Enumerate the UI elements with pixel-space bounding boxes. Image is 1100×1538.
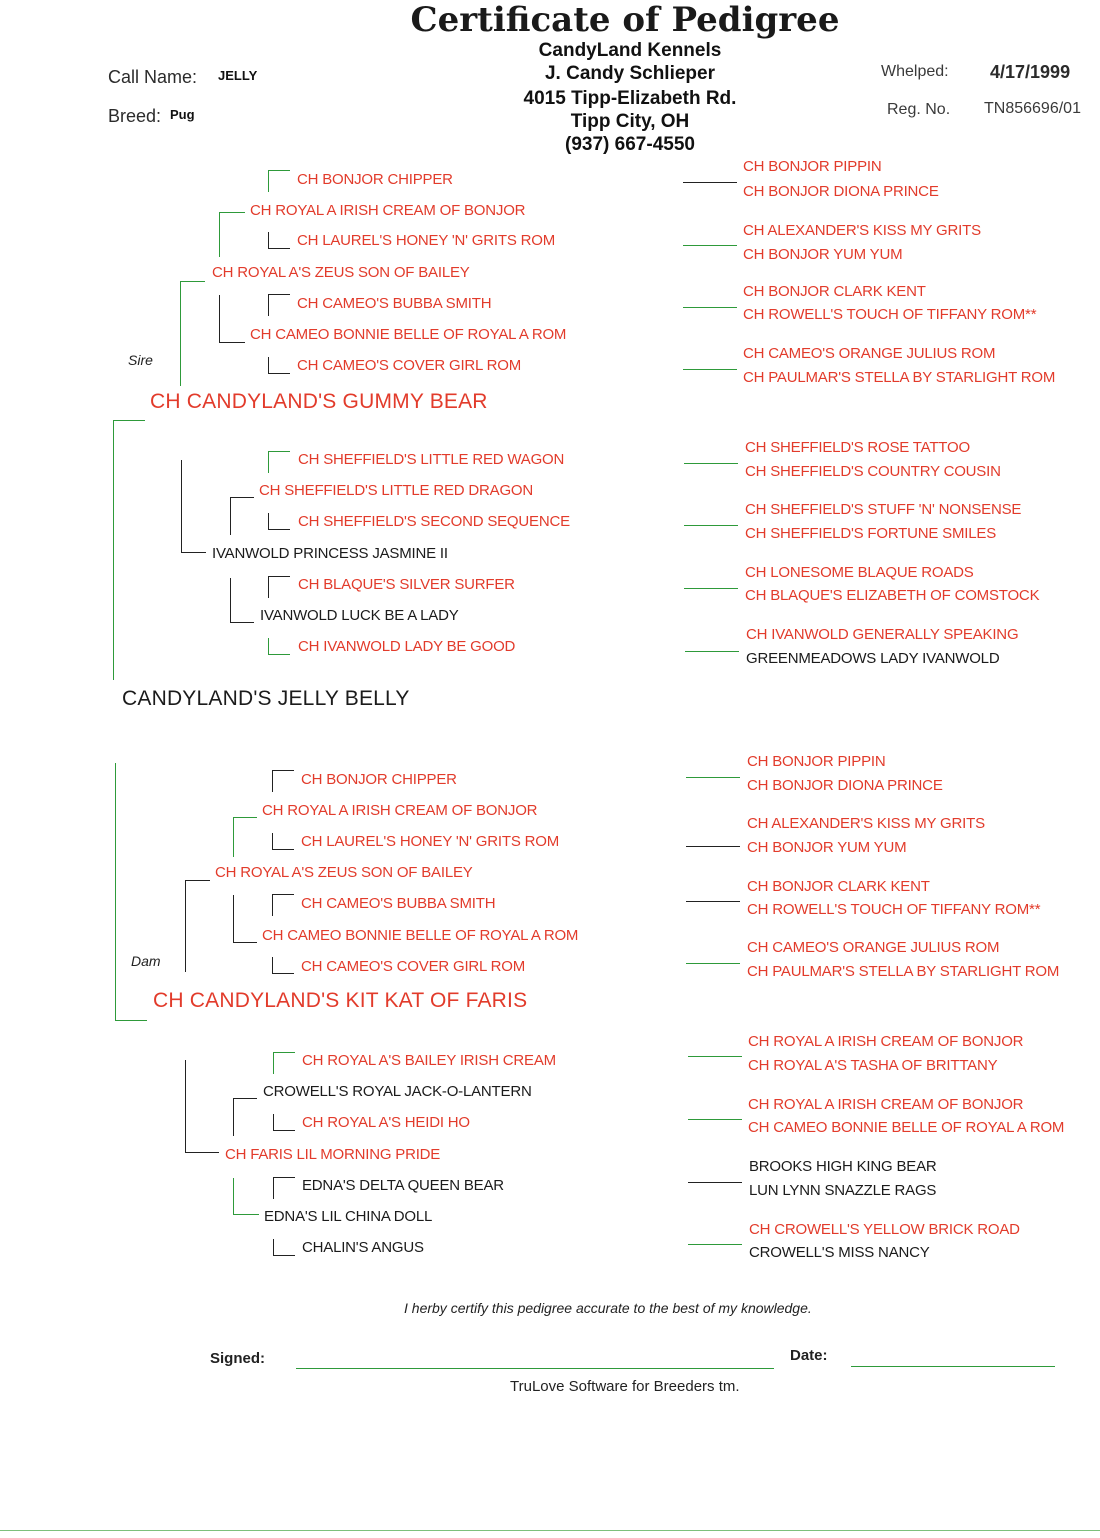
sire-label: Sire bbox=[128, 352, 153, 368]
dam-gen5-13: BROOKS HIGH KING BEAR bbox=[749, 1158, 937, 1175]
sire-gen5-14: CH BLAQUE'S ELIZABETH OF COMSTOCK bbox=[745, 587, 1040, 604]
sire-gen4-5: CH SHEFFIELD'S LITTLE RED WAGON bbox=[298, 451, 565, 468]
street-address: 4015 Tipp-Elizabeth Rd. bbox=[523, 88, 737, 109]
connector bbox=[219, 342, 245, 343]
sire-gen3-2: CH CAMEO BONNIE BELLE OF ROYAL A ROM bbox=[250, 326, 567, 343]
breed-label: Breed: bbox=[108, 106, 162, 126]
dam-gen5-15: CH CROWELL'S YELLOW BRICK ROAD bbox=[749, 1221, 1020, 1238]
breed-value: Pug bbox=[170, 107, 195, 122]
connector bbox=[113, 420, 114, 680]
dam-gen5-9: CH ROYAL A IRISH CREAM OF BONJOR bbox=[748, 1033, 1024, 1050]
dam-gen4-6: CH ROYAL A'S HEIDI HO bbox=[302, 1114, 470, 1131]
sire-gen3-1: CH ROYAL A IRISH CREAM OF BONJOR bbox=[250, 202, 526, 219]
sire-gen5-6: CH ROWELL'S TOUCH OF TIFFANY ROM** bbox=[743, 306, 1037, 323]
connector bbox=[683, 245, 737, 246]
connector bbox=[268, 576, 269, 598]
sire-name: CH CANDYLAND'S GUMMY BEAR bbox=[150, 390, 488, 413]
connector bbox=[688, 1056, 742, 1057]
reg-number: TN856696/01 bbox=[984, 100, 1081, 117]
dam-gen5-11: CH ROYAL A IRISH CREAM OF BONJOR bbox=[748, 1096, 1024, 1113]
connector bbox=[268, 357, 269, 373]
connector bbox=[219, 212, 220, 257]
connector bbox=[272, 849, 294, 850]
kennel-name: CandyLand Kennels bbox=[538, 40, 722, 61]
connector bbox=[268, 294, 269, 316]
connector bbox=[233, 1098, 234, 1136]
dam-gen4-1: CH BONJOR CHIPPER bbox=[301, 771, 457, 788]
connector bbox=[272, 894, 294, 895]
sire-gen4-4: CH CAMEO'S COVER GIRL ROM bbox=[297, 357, 521, 374]
connector bbox=[273, 1052, 295, 1053]
connector bbox=[233, 1214, 259, 1215]
certificate-title: Certificate of Pedigree bbox=[410, 0, 840, 40]
dam-gen4-2: CH LAUREL'S HONEY 'N' GRITS ROM bbox=[301, 833, 559, 850]
dam-gen5-16: CROWELL'S MISS NANCY bbox=[749, 1244, 930, 1261]
sire-gen5-13: CH LONESOME BLAQUE ROADS bbox=[745, 564, 974, 581]
sire-gen4-3: CH CAMEO'S BUBBA SMITH bbox=[297, 295, 492, 312]
sire-gen4-8: CH IVANWOLD LADY BE GOOD bbox=[298, 638, 516, 655]
dam-label: Dam bbox=[131, 953, 161, 969]
dog-registered-name: CANDYLAND'S JELLY BELLY bbox=[122, 687, 410, 710]
sire-gen5-9: CH SHEFFIELD'S ROSE TATTOO bbox=[745, 439, 970, 456]
connector bbox=[268, 576, 290, 577]
sire-gen4-6: CH SHEFFIELD'S SECOND SEQUENCE bbox=[298, 513, 570, 530]
connector bbox=[272, 957, 273, 973]
connector bbox=[181, 460, 182, 552]
whelped-date: 4/17/1999 bbox=[990, 62, 1071, 82]
date-line[interactable] bbox=[851, 1366, 1055, 1367]
connector bbox=[268, 529, 290, 530]
connector bbox=[268, 373, 290, 374]
phone-number: (937) 667-4550 bbox=[565, 134, 695, 155]
dam-gen5-1: CH BONJOR PIPPIN bbox=[747, 753, 886, 770]
sire-gen5-2: CH BONJOR DIONA PRINCE bbox=[743, 183, 939, 200]
connector bbox=[233, 817, 234, 857]
connector bbox=[683, 182, 737, 183]
sire-gen5-15: CH IVANWOLD GENERALLY SPEAKING bbox=[746, 626, 1019, 643]
sire-gen5-11: CH SHEFFIELD'S STUFF 'N' NONSENSE bbox=[745, 501, 1022, 518]
connector bbox=[683, 369, 737, 370]
dam-gen5-12: CH CAMEO BONNIE BELLE OF ROYAL A ROM bbox=[748, 1119, 1065, 1136]
sire-gen2-1: CH ROYAL A'S ZEUS SON OF BAILEY bbox=[212, 264, 470, 281]
connector bbox=[268, 170, 290, 171]
certification-statement: I herby certify this pedigree accurate to the best of my knowledge. bbox=[404, 1300, 812, 1316]
connector bbox=[273, 1114, 274, 1130]
connector bbox=[233, 942, 257, 943]
dam-gen5-8: CH PAULMAR'S STELLA BY STARLIGHT ROM bbox=[747, 963, 1060, 980]
city-state: Tipp City, OH bbox=[570, 111, 690, 132]
date-label: Date: bbox=[790, 1347, 828, 1364]
sire-gen5-16: GREENMEADOWS LADY IVANWOLD bbox=[746, 650, 1000, 667]
connector bbox=[230, 497, 254, 498]
connector bbox=[273, 1239, 274, 1255]
dam-gen4-4: CH CAMEO'S COVER GIRL ROM bbox=[301, 958, 525, 975]
connector bbox=[230, 578, 231, 622]
connector bbox=[273, 1255, 295, 1256]
dam-gen5-5: CH BONJOR CLARK KENT bbox=[747, 878, 930, 895]
connector bbox=[268, 170, 269, 192]
dam-gen2-2: CH FARIS LIL MORNING PRIDE bbox=[225, 1146, 441, 1163]
call-name-value: JELLY bbox=[218, 68, 258, 83]
sire-gen4-2: CH LAUREL'S HONEY 'N' GRITS ROM bbox=[297, 232, 555, 249]
page-edge bbox=[0, 1530, 1100, 1531]
connector bbox=[185, 880, 186, 972]
sire-gen2-2: IVANWOLD PRINCESS JASMINE II bbox=[212, 545, 448, 562]
dam-gen5-6: CH ROWELL'S TOUCH OF TIFFANY ROM** bbox=[747, 901, 1041, 918]
connector bbox=[272, 770, 273, 792]
connector bbox=[268, 232, 269, 248]
connector bbox=[230, 622, 254, 623]
sire-gen4-7: CH BLAQUE'S SILVER SURFER bbox=[298, 576, 515, 593]
connector bbox=[180, 281, 181, 386]
connector bbox=[115, 1020, 147, 1021]
dam-gen3-1: CH ROYAL A IRISH CREAM OF BONJOR bbox=[262, 802, 538, 819]
connector bbox=[686, 777, 740, 778]
dam-gen5-3: CH ALEXANDER'S KISS MY GRITS bbox=[747, 815, 985, 832]
connector bbox=[115, 763, 116, 1021]
dam-gen4-5: CH ROYAL A'S BAILEY IRISH CREAM bbox=[302, 1052, 556, 1069]
signature-line[interactable] bbox=[296, 1368, 774, 1369]
sire-gen5-8: CH PAULMAR'S STELLA BY STARLIGHT ROM bbox=[743, 369, 1056, 386]
connector bbox=[219, 212, 245, 213]
sire-gen5-3: CH ALEXANDER'S KISS MY GRITS bbox=[743, 222, 981, 239]
connector bbox=[272, 973, 294, 974]
connector bbox=[272, 894, 273, 916]
connector bbox=[686, 963, 740, 964]
connector bbox=[268, 638, 269, 654]
dam-gen4-8: CHALIN'S ANGUS bbox=[302, 1239, 424, 1256]
connector bbox=[683, 307, 737, 308]
whelped-label: Whelped: bbox=[881, 63, 949, 80]
signed-label: Signed: bbox=[210, 1350, 265, 1367]
connector bbox=[233, 817, 257, 818]
reg-label: Reg. No. bbox=[887, 101, 951, 118]
dam-gen5-2: CH BONJOR DIONA PRINCE bbox=[747, 777, 943, 794]
dam-gen4-3: CH CAMEO'S BUBBA SMITH bbox=[301, 895, 496, 912]
connector bbox=[185, 1152, 219, 1153]
dam-gen3-3: CROWELL'S ROYAL JACK-O-LANTERN bbox=[263, 1083, 532, 1100]
call-name-label: Call Name: bbox=[108, 67, 198, 87]
connector bbox=[273, 1177, 295, 1178]
connector bbox=[273, 1130, 295, 1131]
connector bbox=[273, 1052, 274, 1074]
connector bbox=[180, 281, 205, 282]
connector bbox=[181, 552, 206, 553]
connector bbox=[230, 497, 231, 535]
sire-gen5-10: CH SHEFFIELD'S COUNTRY COUSIN bbox=[745, 463, 1001, 480]
sire-gen5-4: CH BONJOR YUM YUM bbox=[743, 246, 903, 263]
connector bbox=[233, 1098, 257, 1099]
connector bbox=[684, 588, 738, 589]
connector bbox=[268, 451, 290, 452]
sire-gen3-3: CH SHEFFIELD'S LITTLE RED DRAGON bbox=[259, 482, 534, 499]
connector bbox=[268, 294, 290, 295]
dam-name: CH CANDYLAND'S KIT KAT OF FARIS bbox=[153, 989, 528, 1012]
dam-gen2-1: CH ROYAL A'S ZEUS SON OF BAILEY bbox=[215, 864, 473, 881]
dam-gen3-2: CH CAMEO BONNIE BELLE OF ROYAL A ROM bbox=[262, 927, 579, 944]
connector bbox=[268, 654, 290, 655]
connector bbox=[185, 1060, 186, 1152]
connector bbox=[688, 1244, 742, 1245]
dam-gen4-7: EDNA'S DELTA QUEEN BEAR bbox=[302, 1177, 504, 1194]
connector bbox=[219, 295, 220, 342]
connector bbox=[688, 1182, 742, 1183]
sire-gen4-1: CH BONJOR CHIPPER bbox=[297, 171, 453, 188]
connector bbox=[686, 901, 740, 902]
connector bbox=[113, 420, 145, 421]
sire-gen5-1: CH BONJOR PIPPIN bbox=[743, 158, 882, 175]
connector bbox=[233, 895, 234, 942]
connector bbox=[688, 1119, 742, 1120]
connector bbox=[685, 651, 739, 652]
sire-gen5-12: CH SHEFFIELD'S FORTUNE SMILES bbox=[745, 525, 996, 542]
connector bbox=[273, 1177, 274, 1199]
owner-name: J. Candy Schlieper bbox=[544, 63, 715, 84]
connector bbox=[185, 880, 210, 881]
connector bbox=[268, 248, 290, 249]
connector bbox=[686, 846, 740, 847]
software-footer: TruLove Software for Breeders tm. bbox=[510, 1378, 740, 1395]
dam-gen5-4: CH BONJOR YUM YUM bbox=[747, 839, 907, 856]
sire-gen3-4: IVANWOLD LUCK BE A LADY bbox=[260, 607, 459, 624]
connector bbox=[233, 1178, 234, 1214]
connector bbox=[684, 525, 738, 526]
sire-gen5-7: CH CAMEO'S ORANGE JULIUS ROM bbox=[743, 345, 996, 362]
connector bbox=[272, 770, 294, 771]
connector bbox=[268, 513, 269, 529]
dam-gen3-4: EDNA'S LIL CHINA DOLL bbox=[264, 1208, 433, 1225]
connector bbox=[268, 451, 269, 473]
dam-gen5-7: CH CAMEO'S ORANGE JULIUS ROM bbox=[747, 939, 1000, 956]
dam-gen5-10: CH ROYAL A'S TASHA OF BRITTANY bbox=[748, 1057, 998, 1074]
dam-gen5-14: LUN LYNN SNAZZLE RAGS bbox=[749, 1182, 937, 1199]
connector bbox=[684, 463, 738, 464]
connector bbox=[272, 833, 273, 849]
sire-gen5-5: CH BONJOR CLARK KENT bbox=[743, 283, 926, 300]
